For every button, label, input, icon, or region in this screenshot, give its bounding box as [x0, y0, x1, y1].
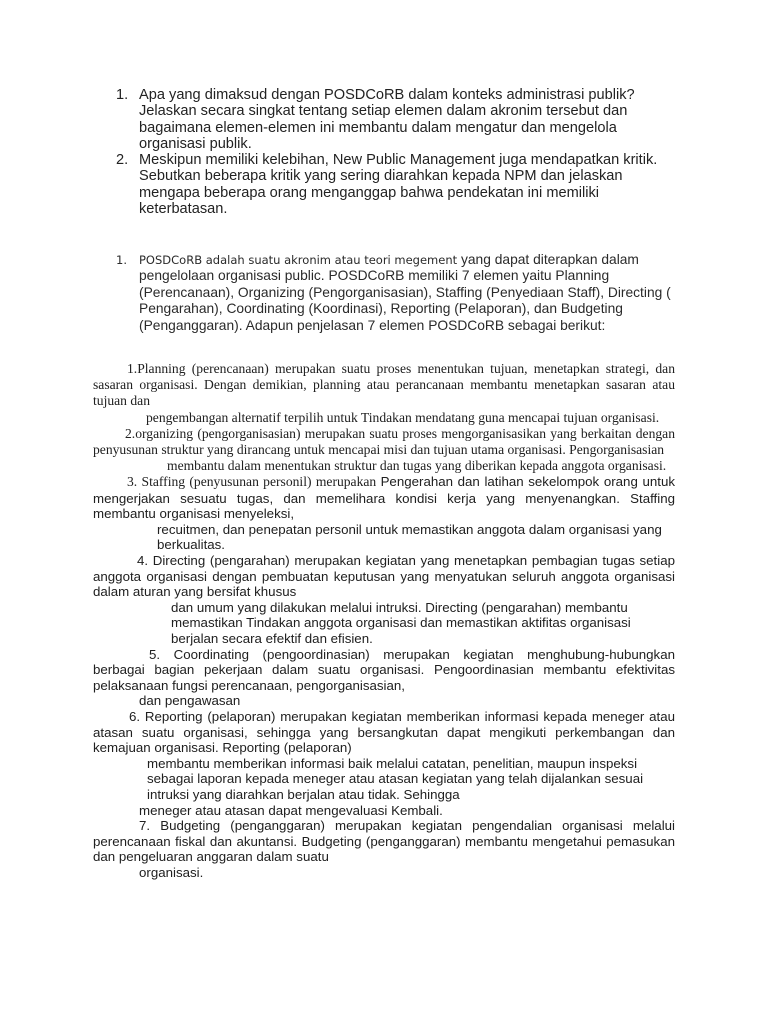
element-planning-cont: pengembangan alternatif terpilih untuk Tindakan mendatang guna mencapai tujuan organisasi. [146, 409, 660, 425]
element-organizing: 2.organizing (pengorganisasian) merupakan suatu proses mengorganisasikan yang berkaitan dengan penyusunan struktur yang dirancang untuk mencapai misi dan tujuan utama organisasi. Pengorganisasian [93, 425, 675, 458]
element-reporting-cont2: meneger atau atasan dapat mengevaluasi Kembali. [139, 802, 443, 818]
element-coordinating: 5. Coordinating (pengoordinasian) merupakan kegiatan menghubung-hubungkan berbagai bagian pekerjaan dalam suatu organisasi. Pengoordinasian membantu efektivitas pelaksanaan fungsi perencanaan, pengorganisasian, [93, 646, 675, 693]
answer-lead: POSDCoRB adalah suatu akronim atau teori megement [139, 253, 458, 267]
question-item [116, 152, 676, 217]
answer-text [139, 252, 674, 334]
element-directing-cont: dan umum yang dilakukan melalui intruksi. Directing (pengarahan) membantu memastikan Tindakan anggota organisasi dan memastikan aktifitas organisasi berjalan secara efektif dan efisien. [171, 599, 631, 646]
question-number: 2. [116, 152, 129, 169]
answer-intro [116, 252, 674, 334]
question-text: Meskipun memiliki kelebihan, New Public Management juga mendapatkan kritik. Sebutkan beberapa kritik yang sering diarahkan kepada NPM dan jelaskan mengapa beberapa orang menganggap bahwa pendekatan ini memiliki keterbatasan. [139, 152, 658, 218]
element-budgeting-cont: organisasi. [139, 864, 204, 880]
element-staffing-cont: recuitmen, dan penepatan personil untuk memastikan anggota dalam organisasi yang berkualitas. [157, 521, 662, 553]
posdcorb-elements [93, 361, 675, 880]
element-directing: 4. Directing (pengarahan) merupakan kegiatan yang menetapkan pembagian tugas setiap anggota organisasi dengan pembuatan keputusan yang menyatukan seluruh anggota organisasi dalam aturan yang bersifat khusus [93, 553, 675, 600]
question-number: 1. [116, 87, 129, 103]
answer-rest: yang dapat diterapkan dalam pengelolaan organisasi public. POSDCoRB memiliki 7 elemen yaitu Planning (Perencanaan), Organizing (Pengorganisasian), Staffing (Penyediaan Staff), Directing ( Pengarahan), Coordinating (Koordinasi), Reporting (Pelaporan), dan Budgeting (Penganggaran). Adapun penjelasan 7 elemen POSDCoRB sebagai berikut: [139, 252, 671, 333]
answer-number: 1. [116, 253, 127, 267]
element-reporting: 6. Reporting (pelaporan) merupakan kegiatan memberikan informasi kepada meneger atau atasan suatu organisasi, sehingga yang bersangkutan dapat mengikuti perkembangan dan kemajuan organisasi. Reporting (pelaporan) [93, 708, 675, 756]
question-text: Apa yang dimaksud dengan POSDCoRB dalam konteks administrasi publik? Jelaskan secara singkat tentang setiap elemen dalam akronim tersebut dan bagaimana elemen-elemen ini membantu dalam mengatur dan mengelola organisasi publik. [139, 87, 635, 152]
element-planning: 1.Planning (perencanaan) merupakan suatu proses menentukan tujuan, menetapkan strategi, dan sasaran organisasi. Dengan demikian, planning atau perancanaan membantu menetapkan sasaran atau tujuan dan [93, 361, 675, 409]
question-item [116, 87, 676, 152]
element-staffing [93, 474, 675, 521]
element-budgeting: 7. Budgeting (penganggaran) merupakan kegiatan pengendalian organisasi melalui perencanaan fiskal dan akuntansi. Budgeting (penganggaran) membantu mengetahui pemasukan dan pengeluaran anggaran dalam suatu [93, 818, 675, 865]
question-list [116, 87, 676, 217]
element-reporting-cont: membantu memberikan informasi baik melalui catatan, penelitian, maupun inspeksi sebagai laporan kepada meneger atau atasan kegiatan yang telah dijalankan sesuai intruksi yang diarahkan berjalan atau tidak. Sehingga [147, 755, 644, 802]
staffing-text: Pengerahan dan latihan sekelompok orang untuk mengerjakan sesuatu tugas, dan memelihara kondisi kerja yang menyenangkan. Staffing membantu organisasi menyeleksi, [93, 474, 675, 522]
element-coordinating-cont: dan pengawasan [139, 693, 241, 709]
element-organizing-cont: membantu dalam menentukan struktur dan tugas yang diberikan kepada anggota organisasi. [167, 458, 667, 474]
staffing-lead: 3. Staffing (penyusunan personil) merupakan [127, 474, 381, 490]
